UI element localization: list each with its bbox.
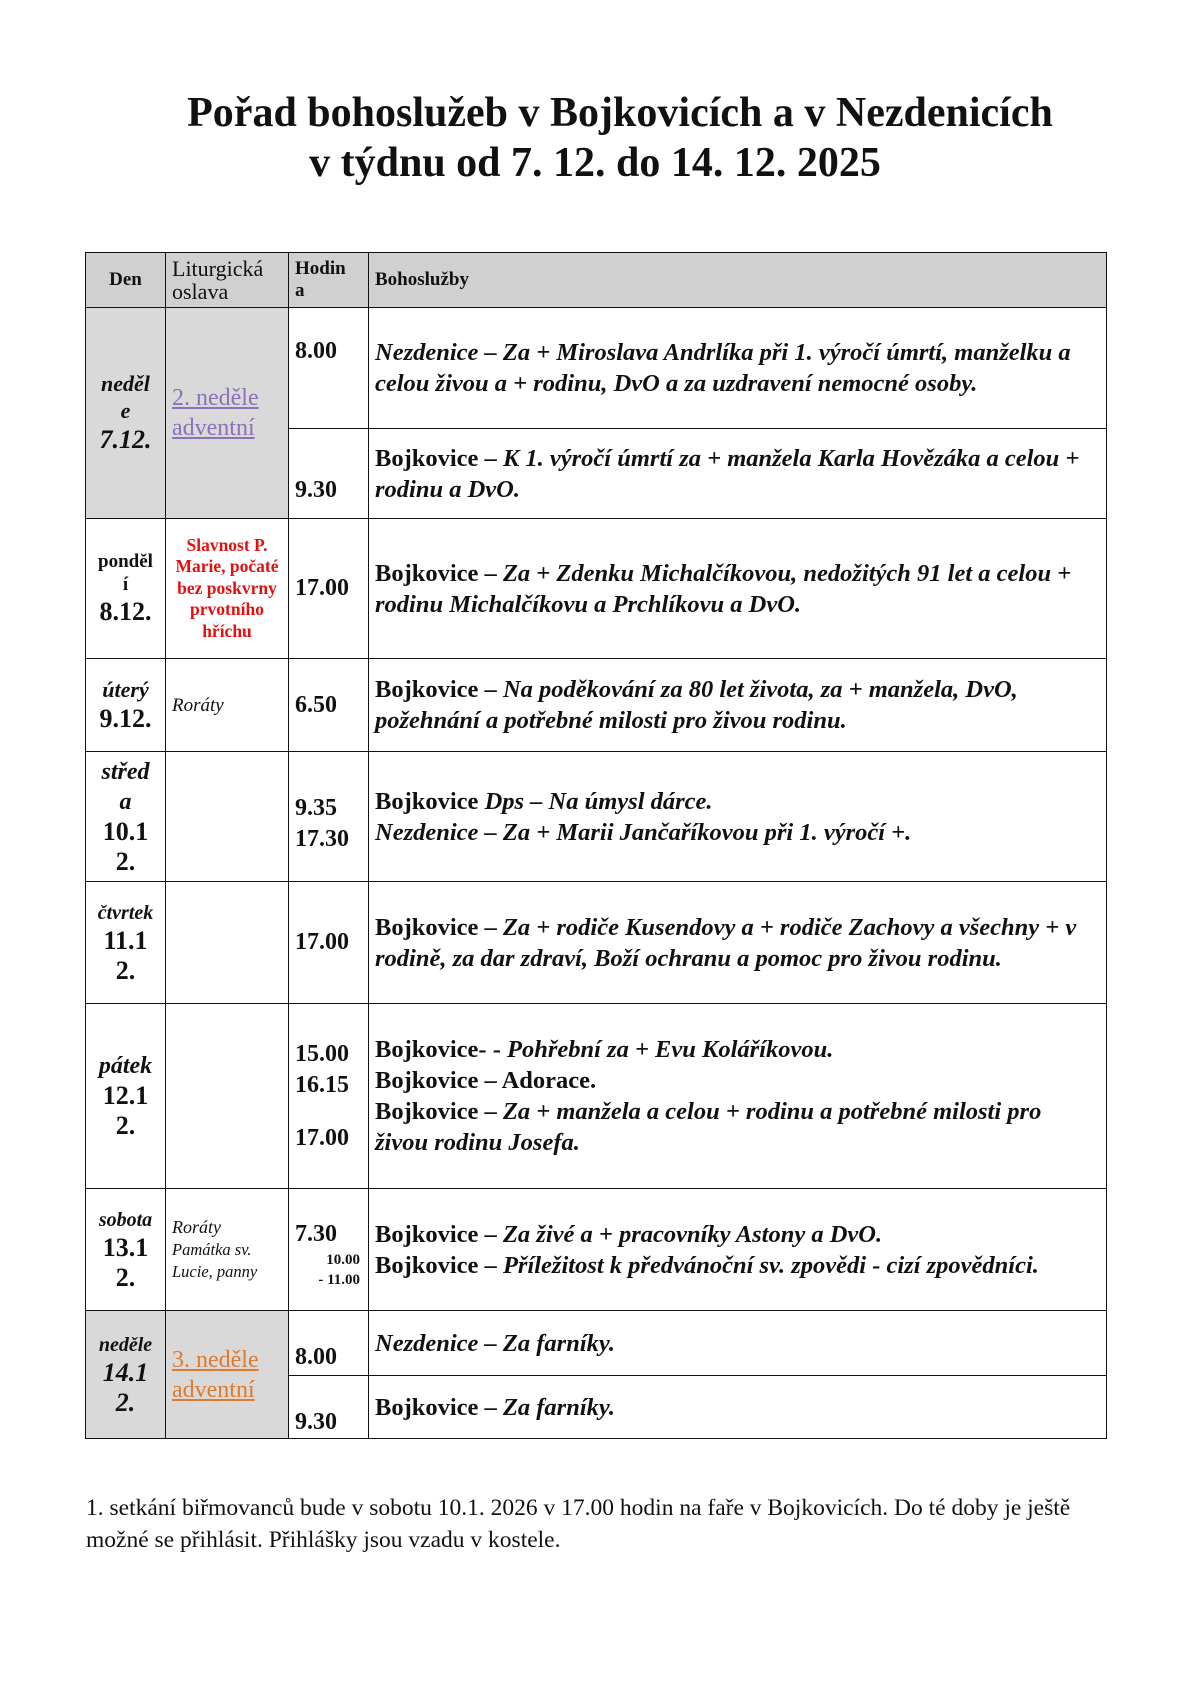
table-row: [86, 1189, 1107, 1311]
time-cell: 17.00: [289, 882, 369, 1004]
liturgy-cell: [166, 752, 289, 882]
day-name: pondělí: [98, 550, 153, 595]
day-date: 9.12.: [99, 703, 152, 733]
table-row: [86, 659, 1107, 752]
service-cell: [369, 519, 1107, 659]
service-cell: [369, 1189, 1107, 1311]
liturgy-link[interactable]: 2. neděle adventní: [172, 385, 259, 441]
service-place: Bojkovice –: [375, 444, 503, 472]
schedule-table: [85, 252, 1107, 1439]
title-line-2: v týdnu od 7. 12. do 14. 12. 2025: [309, 140, 881, 186]
service-text: Dps – Na úmysl dárce.: [484, 787, 713, 815]
day-date: 13.12.: [102, 1232, 149, 1292]
service-text: Pohřební za + Evu Koláříkovou.: [507, 1036, 834, 1063]
table-row: [86, 1004, 1107, 1189]
time-value: 10.00: [326, 1252, 360, 1268]
service-place: Nezdenice – Za: [375, 339, 531, 366]
liturgy-cell: [166, 308, 289, 519]
liturgy-cell: [166, 659, 289, 752]
day-cell: [86, 308, 166, 519]
day-cell: [86, 519, 166, 659]
liturgy-cell: [166, 1189, 289, 1311]
liturgy-cell: [166, 1311, 289, 1439]
service-text: Příležitost k předvánoční sv. zpovědi - cizí zpovědníci.: [502, 1251, 1039, 1279]
day-date: 14.12.: [102, 1357, 149, 1417]
service-cell: [369, 308, 1107, 429]
liturgy-cell: [166, 882, 289, 1004]
time-cell: 17.00: [289, 519, 369, 659]
service-text: Na poděkování za 80 let života, za + manžela, DvO, požehnání a potřebné milosti pro živou rodinu.: [375, 676, 1018, 734]
time-cell: [289, 1004, 369, 1189]
service-line: [375, 1250, 1100, 1281]
service-text: Za + Zdenku Michalčíkovou, nedožitých 91 let a celou + rodinu Michalčíkovu a Prchlíkovu a DvO.: [375, 559, 1072, 618]
announcement-text: 1. setkání biřmovanců bude v sobotu 10.1. 2026 v 17.00 hodin na faře v Bojkovicích. Do té doby je ještě možné se přihlásit. Přihlášky jsou vzadu v kostele.: [86, 1495, 1071, 1553]
liturgy-text: Roráty: [172, 1217, 221, 1237]
table-row: [86, 752, 1107, 882]
service-cell: [369, 882, 1107, 1004]
header-hodina: Hodina: [289, 253, 369, 308]
day-cell: [86, 1189, 166, 1311]
service-place: Bojkovice –: [375, 559, 503, 587]
service-cell: [369, 1376, 1107, 1439]
day-name: neděle: [101, 371, 150, 423]
day-cell: [86, 1311, 166, 1439]
day-name: středa: [101, 758, 150, 815]
time-value: 16.15: [295, 1071, 349, 1098]
header-den: Den: [86, 253, 166, 308]
liturgy-text: Roráty: [172, 694, 224, 716]
service-place: Bojkovice – Adorace.: [375, 1067, 597, 1094]
time-cell: [289, 752, 369, 882]
time-value: 17.30: [295, 825, 349, 852]
day-date: 7.12.: [99, 425, 152, 454]
service-place: Bojkovice –: [375, 913, 503, 941]
service-place: Bojkovice- -: [375, 1036, 507, 1063]
service-text: Za + manžela a celou + rodinu a potřebné milosti pro živou rodinu Josefa.: [375, 1098, 1042, 1156]
service-place: Bojkovice –: [375, 676, 503, 703]
day-name: úterý: [102, 676, 149, 702]
service-text: Za + rodiče Kusendovy a + rodiče Zachovy a všechny + v rodině, za dar zdraví, Boží ochranu a pomoc pro živou rodinu.: [375, 913, 1077, 972]
time-value: 9.35: [295, 794, 337, 821]
table-header-row: [86, 253, 1107, 308]
day-date: 10.12.: [102, 816, 149, 876]
header-bohosluzby: Bohoslužby: [369, 253, 1107, 308]
header-liturgicka: Liturgická oslava: [166, 253, 289, 308]
page-title: [0, 88, 1190, 188]
day-cell: [86, 882, 166, 1004]
service-cell: [369, 752, 1107, 882]
time-cell: [289, 1189, 369, 1311]
time-value: 7.30: [295, 1221, 337, 1247]
service-cell: [369, 659, 1107, 752]
table-row: [86, 519, 1107, 659]
service-line: [375, 1065, 1100, 1096]
day-name: sobota: [98, 1208, 153, 1231]
service-line: [375, 1034, 1100, 1065]
service-cell: [369, 1004, 1107, 1189]
service-text: Nezdenice – Za farníky.: [375, 1329, 615, 1357]
time-value: 15.00: [295, 1040, 349, 1067]
service-line: [375, 786, 1100, 817]
time-value: - 11.00: [318, 1272, 360, 1288]
service-text: K 1. výročí úmrtí za + manžela Karla Hovězáka a celou + rodinu a DvO.: [375, 444, 1080, 503]
liturgy-feast: Slavnost P. Marie, počaté bez poskvrny prvotního hříchu: [175, 534, 279, 641]
service-cell: [369, 429, 1107, 519]
day-name: čtvrtek: [97, 901, 154, 924]
table-row: [86, 308, 1107, 429]
service-place: Bojkovice –: [375, 1251, 503, 1279]
title-line-1: Pořad bohoslužeb v Bojkovicích a v Nezdenicích: [187, 90, 1053, 136]
liturgy-link[interactable]: 3. neděle adventní: [172, 1346, 259, 1403]
service-line: [375, 1096, 1100, 1158]
table-row: [86, 1311, 1107, 1376]
service-place: Bojkovice –: [375, 1098, 503, 1125]
day-date: 8.12.: [99, 596, 152, 626]
liturgy-text: Památka sv. Lucie, panny: [172, 1240, 258, 1281]
service-line: Nezdenice – Za + Marii Jančaříkovou při 1. výročí +.: [375, 818, 912, 846]
table-row: [86, 882, 1107, 1004]
time-cell: 8.00: [289, 308, 369, 429]
day-cell: [86, 1004, 166, 1189]
service-place: Bojkovice –: [375, 1220, 503, 1248]
time-cell: 6.50: [289, 659, 369, 752]
day-cell: [86, 659, 166, 752]
liturgy-cell: [166, 519, 289, 659]
time-cell: 8.00: [289, 1311, 369, 1376]
liturgy-cell: [166, 1004, 289, 1189]
service-place: Bojkovice –: [375, 1393, 503, 1421]
day-date: 11.12.: [103, 925, 148, 985]
time-cell: 9.30: [289, 429, 369, 519]
day-cell: [86, 752, 166, 882]
day-name: neděle: [98, 1333, 153, 1356]
service-cell: [369, 1311, 1107, 1376]
day-name: pátek: [98, 1053, 153, 1079]
service-text: Za farníky.: [502, 1393, 615, 1421]
service-place: Bojkovice: [375, 787, 485, 815]
service-text: + Miroslava Andrlíka při 1. výročí úmrtí, manželku a celou živou a + rodinu, DvO a za uzdravení nemocné osoby.: [375, 339, 1071, 397]
service-text: Za živé a + pracovníky Astony a DvO.: [502, 1220, 883, 1248]
day-date: 12.12.: [102, 1081, 149, 1140]
time-cell: 9.30: [289, 1376, 369, 1439]
service-line: [375, 1219, 1100, 1250]
time-value: 17.00: [295, 1124, 349, 1151]
